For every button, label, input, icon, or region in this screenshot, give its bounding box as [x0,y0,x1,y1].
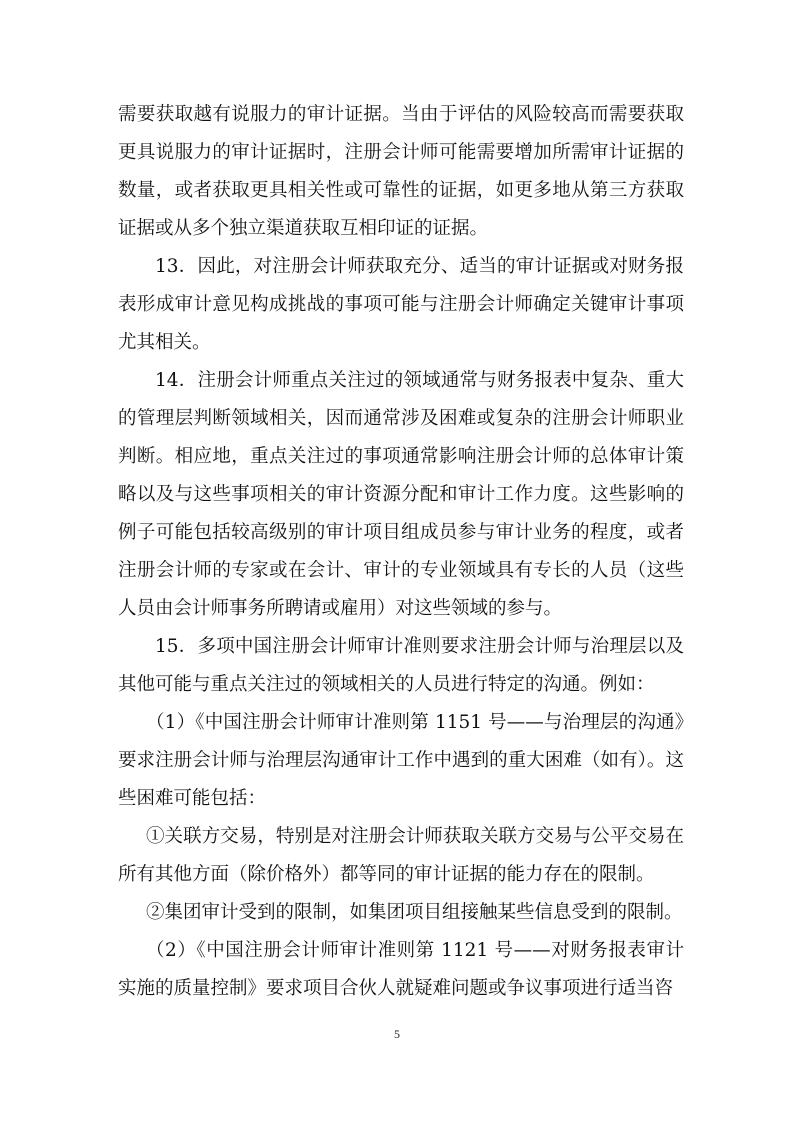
paragraph-15-item-2: （2）《中国注册会计师审计准则第 1121 号——对财务报表审计实施的质量控制》要求项目合伙人就疑难问题或争议事项进行适当咨 [118,940,684,999]
paragraph-15: 15．多项中国注册会计师审计准则要求注册会计师与治理层以及其他可能与重点关注过的领域相关的人员进行特定的沟通。例如： [118,636,684,695]
paragraph-13: 13．因此，对注册会计师获取充分、适当的审计证据或对财务报表形成审计意见构成挑战的事项可能与注册会计师确定关键审计事项尤其相关。 [118,256,684,353]
paragraph-continuation: 需要获取越有说服力的审计证据。当由于评估的风险较高而需要获取更具说服力的审计证据时，注册会计师可能需要增加所需审计证据的数量，或者获取更具相关性或可靠性的证据，如更多地从第三方获取证据或从多个独立渠道获取互相印证的证据。 [118,104,684,239]
paragraph-15-item-1-point-1: ①关联方交易，特别是对注册会计师获取关联方交易与公平交易在所有其他方面（除价格外）都等同的审计证据的能力存在的限制。 [118,826,684,885]
paragraph-15-item-1: （1）《中国注册会计师审计准则第 1151 号——与治理层的沟通》要求注册会计师与治理层沟通审计工作中遇到的重大困难（如有）。这些困难可能包括： [118,712,684,809]
page-number: 5 [394,1027,400,1041]
paragraph-14: 14．注册会计师重点关注过的领域通常与财务报表中复杂、重大的管理层判断领域相关，因而通常涉及困难或复杂的注册会计师职业判断。相应地，重点关注过的事项通常影响注册会计师的总体审计策略以及与这些事项相关的审计资源分配和审计工作力度。这些影响的例子可能包括较高级别的审计项目组成员参与审计业务的程度，或者注册会计师的专家或在会计、审计的专业领域具有专长的人员（这些人员由会计师事务所聘请或雇用）对这些领域的参与。 [118,370,684,619]
body-text [118,96,684,1008]
paragraph-15-item-1-point-2: ②集团审计受到的限制，如集团项目组接触某些信息受到的限制。 [146,902,683,923]
